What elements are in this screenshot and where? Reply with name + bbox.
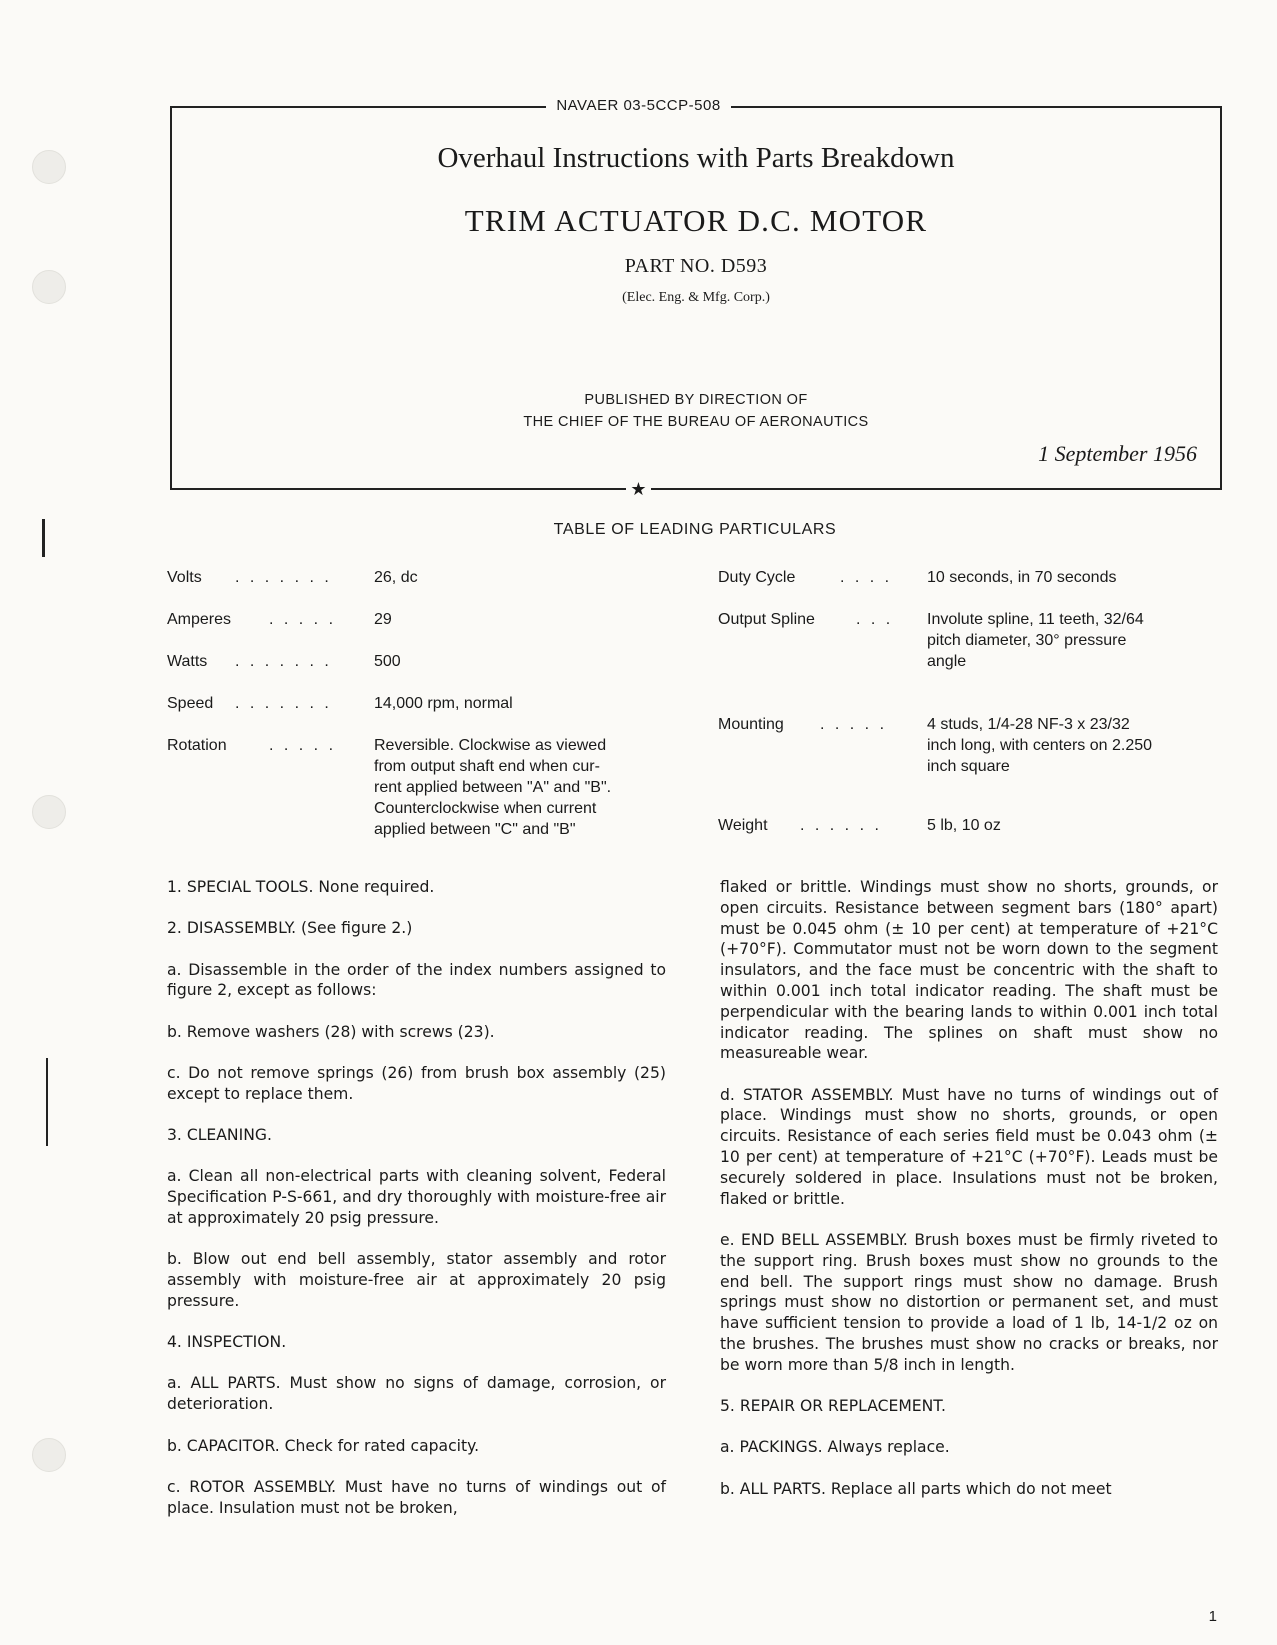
page-title: TRIM ACTUATOR D.C. MOTOR (464, 203, 928, 238)
spec-value: inch square (927, 758, 1010, 775)
spec-label: Amperes (167, 611, 232, 628)
paragraph: a. PACKINGS. Always replace. (720, 1438, 950, 1457)
paragraph: b. ALL PARTS. Replace all parts which do not meet (720, 1479, 1112, 1498)
spec-value: 26, dc (374, 569, 418, 586)
paragraph: e. END BELL ASSEMBLY. Brush boxes must be firmly riveted to the support ring. Brush boxes must show no grounds to the end bell. The support rings must show no damage. Brush springs must show no distortion or permanent set, and must have sufficient tension to provide a load of 1 lb, 14-1/2 oz on the brushes. The brushes must show no cracks or breaks, nor be worn more than 5/8 inch in length. (720, 1230, 1218, 1374)
scan-mark (46, 1058, 48, 1146)
doc-number: NAVAER 03-5CCP-508 (0, 97, 1277, 114)
spec-dots: . . . . . . . (235, 653, 332, 670)
section-disassembly: 2. DISASSEMBLY. (See figure 2.) (167, 919, 413, 938)
spec-value: 10 seconds, in 70 seconds (927, 569, 1117, 586)
spec-dots: . . . . . . (800, 817, 882, 834)
spec-dots: . . . . . . . (235, 569, 332, 586)
right-column (720, 877, 1218, 1520)
spec-label: Volts (167, 569, 202, 586)
paragraph: a. ALL PARTS. Must show no signs of damage, corrosion, or deterioration. (167, 1374, 666, 1414)
spec-value: 4 studs, 1/4-28 NF-3 x 23/32 (927, 716, 1130, 733)
paragraph: b. Remove washers (28) with screws (23). (167, 1022, 495, 1041)
spec-dots: . . . . . (820, 716, 888, 733)
spec-label: Mounting (718, 716, 784, 733)
paragraph: flaked or brittle. Windings must show no shorts, grounds, or open circuits. Resistance between segment bars (180° apart) must be 0.045 ohm (± 10 per cent) at temperature of +21°C (+70°F). Commutator must not be worn down to the segment insulators, and the face must be concentric with the shaft to within 0.001 inch total indicator reading. The shaft must be perpendicular with the bearing lands to within 0.001 inch total indicator reading. The splines on shaft must show no measureable wear. (720, 878, 1218, 1063)
spec-value: rent applied between "A" and "B". (374, 779, 612, 796)
section-repair-replacement: 5. REPAIR OR REPLACEMENT. (720, 1397, 946, 1416)
paragraph: b. CAPACITOR. Check for rated capacity. (167, 1436, 480, 1455)
document-subtitle: Overhaul Instructions with Parts Breakdown (437, 142, 955, 174)
spec-value: Reversible. Clockwise as viewed (374, 737, 607, 754)
binder-hole (32, 795, 66, 829)
paragraph: d. STATOR ASSEMBLY. Must have no turns of windings out of place. Windings must show no shorts, grounds, or open circuits. Resistance of each series field must be 0.043 ohm (± 10 per cent) at temperature of +21°C (+70°F). Leads must be securely soldered in place. Insulations must not be broken, flaked or brittle. (720, 1085, 1218, 1208)
spec-value: angle (927, 653, 967, 670)
paragraph: a. Clean all non-electrical parts with cleaning solvent, Federal Specification P-S-661, and dry thoroughly with moisture-free air at approximately 20 psig pressure. (167, 1167, 666, 1227)
spec-label: Speed (167, 695, 214, 712)
section-cleaning: 3. CLEANING. (167, 1126, 272, 1145)
spec-value: 29 (374, 611, 392, 628)
section-special-tools: 1. SPECIAL TOOLS. None required. (167, 878, 435, 896)
binder-hole (32, 150, 66, 184)
section-inspection: 4. INSPECTION. (167, 1333, 287, 1352)
spec-value: from output shaft end when cur- (374, 758, 600, 775)
spec-value: 500 (374, 653, 401, 670)
left-column (167, 877, 666, 1539)
spec-dots: . . . . . (269, 611, 337, 628)
paragraph: c. Do not remove springs (26) from brush box assembly (25) except to replace them. (167, 1063, 666, 1103)
page-number: 1 (1208, 1608, 1217, 1625)
paragraph: a. Disassemble in the order of the index numbers assigned to figure 2, except as follows: (167, 960, 666, 1000)
publisher-line-2: THE CHIEF OF THE BUREAU OF AERONAUTICS (523, 414, 869, 430)
manufacturer: (Elec. Eng. & Mfg. Corp.) (622, 290, 770, 305)
publisher-line-1: PUBLISHED BY DIRECTION OF (584, 392, 808, 408)
spec-dots: . . . . (840, 569, 893, 586)
spec-value: inch long, with centers on 2.250 (927, 737, 1153, 754)
spec-label: Rotation (167, 737, 227, 754)
paragraph: b. Blow out end bell assembly, stator assembly and rotor assembly with moisture-free air at approximately 20 psig pressure. (167, 1250, 666, 1310)
spec-label: Duty Cycle (718, 569, 796, 586)
spec-label: Output Spline (718, 611, 815, 628)
spec-value: 14,000 rpm, normal (374, 695, 513, 712)
publication-date: 1 September 1956 (1038, 441, 1197, 466)
spec-dots: . . . (856, 611, 894, 628)
binder-hole (32, 1438, 66, 1472)
spec-value: applied between "C" and "B" (374, 821, 576, 838)
spec-value: Counterclockwise when current (374, 800, 597, 817)
star-ornament: ★ (0, 477, 1277, 501)
part-number: PART NO. D593 (624, 255, 768, 277)
spec-value: 5 lb, 10 oz (927, 817, 1001, 834)
spec-value: pitch diameter, 30° pressure (927, 632, 1127, 649)
paragraph: c. ROTOR ASSEMBLY. Must have no turns of windings out of place. Insulation must not be broken, (167, 1477, 666, 1517)
binder-hole (32, 270, 66, 304)
particulars-heading: TABLE OF LEADING PARTICULARS (553, 521, 837, 538)
spec-value: Involute spline, 11 teeth, 32/64 (927, 611, 1144, 628)
spec-label: Watts (167, 653, 208, 670)
spec-dots: . . . . . (269, 737, 337, 754)
spec-dots: . . . . . . . (235, 695, 332, 712)
spec-label: Weight (718, 817, 768, 834)
